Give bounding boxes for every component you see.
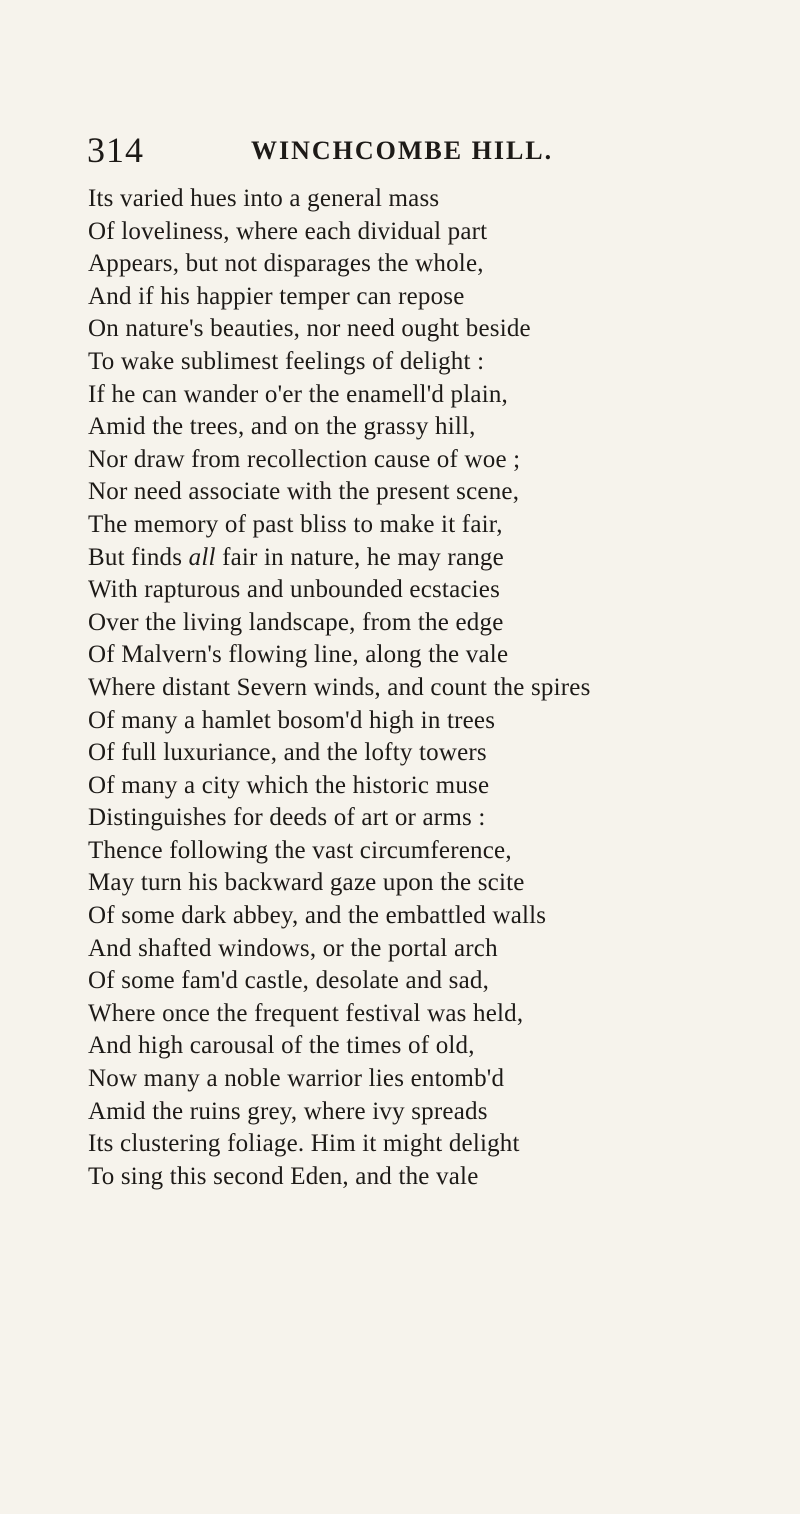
poem-line: If he can wander o'er the enamell'd plain,	[88, 380, 508, 408]
poem-line: May turn his backward gaze upon the scite	[88, 869, 525, 897]
poem-line: To wake sublimest feelings of delight :	[88, 347, 485, 375]
poem-line: Its varied hues into a general mass	[88, 185, 440, 212]
poem-line: Distinguishes for deeds of art or arms :	[88, 804, 486, 832]
poem-line	[88, 542, 800, 575]
poem-line-end: fair in nature, he may range	[215, 543, 504, 571]
poem-line: Of some fam'd castle, desolate and sad,	[88, 967, 490, 995]
poem-line: With rapturous and unbounded ecstacies	[88, 576, 501, 604]
poem-line: Of Malvern's flowing line, along the vale	[88, 641, 509, 669]
poem-line: Nor need associate with the present scene,	[88, 478, 520, 506]
page-number: 314	[87, 130, 144, 170]
poem-line: The memory of past bliss to make it fair,	[88, 510, 503, 538]
poem-line: Of many a hamlet bosom'd high in trees	[88, 706, 496, 734]
poem-line: On nature's beauties, nor need ought beside	[88, 315, 531, 343]
poem-line: Over the living landscape, from the edge	[88, 608, 504, 636]
poem-line: Now many a noble warrior lies entomb'd	[88, 1065, 505, 1093]
poem-line: Where distant Severn winds, and count the spires	[88, 673, 591, 701]
poem-line: And if his happier temper can repose	[88, 282, 465, 310]
poem-text	[88, 183, 800, 1193]
poem-line: Of loveliness, where each dividual part	[88, 217, 488, 245]
italic-word: all	[188, 543, 216, 571]
poem-line: To sing this second Eden, and the vale	[88, 1162, 479, 1190]
page-header	[87, 130, 707, 170]
poem-line: Amid the ruins grey, where ivy spreads	[88, 1097, 488, 1125]
poem-line: Its clustering foliage. Him it might delight	[88, 1130, 520, 1158]
running-head: WINCHCOMBE HILL.	[251, 136, 554, 165]
poem-line: And high carousal of the times of old,	[88, 1032, 475, 1060]
poem-line: Amid the trees, and on the grassy hill,	[88, 413, 476, 441]
poem-line: Appears, but not disparages the whole,	[88, 250, 484, 278]
poem-line: Where once the frequent festival was held,	[88, 999, 524, 1027]
poem-line: Nor draw from recollection cause of woe ;	[88, 445, 521, 473]
poem-line: Of many a city which the historic muse	[88, 771, 490, 799]
poem-line-start: But finds	[88, 543, 189, 571]
poem-line: Of full luxuriance, and the lofty towers	[88, 739, 487, 767]
poem-line: Thence following the vast circumference,	[88, 836, 512, 864]
poem-line: And shafted windows, or the portal arch	[88, 934, 498, 962]
poem-line: Of some dark abbey, and the embattled walls	[88, 902, 547, 930]
